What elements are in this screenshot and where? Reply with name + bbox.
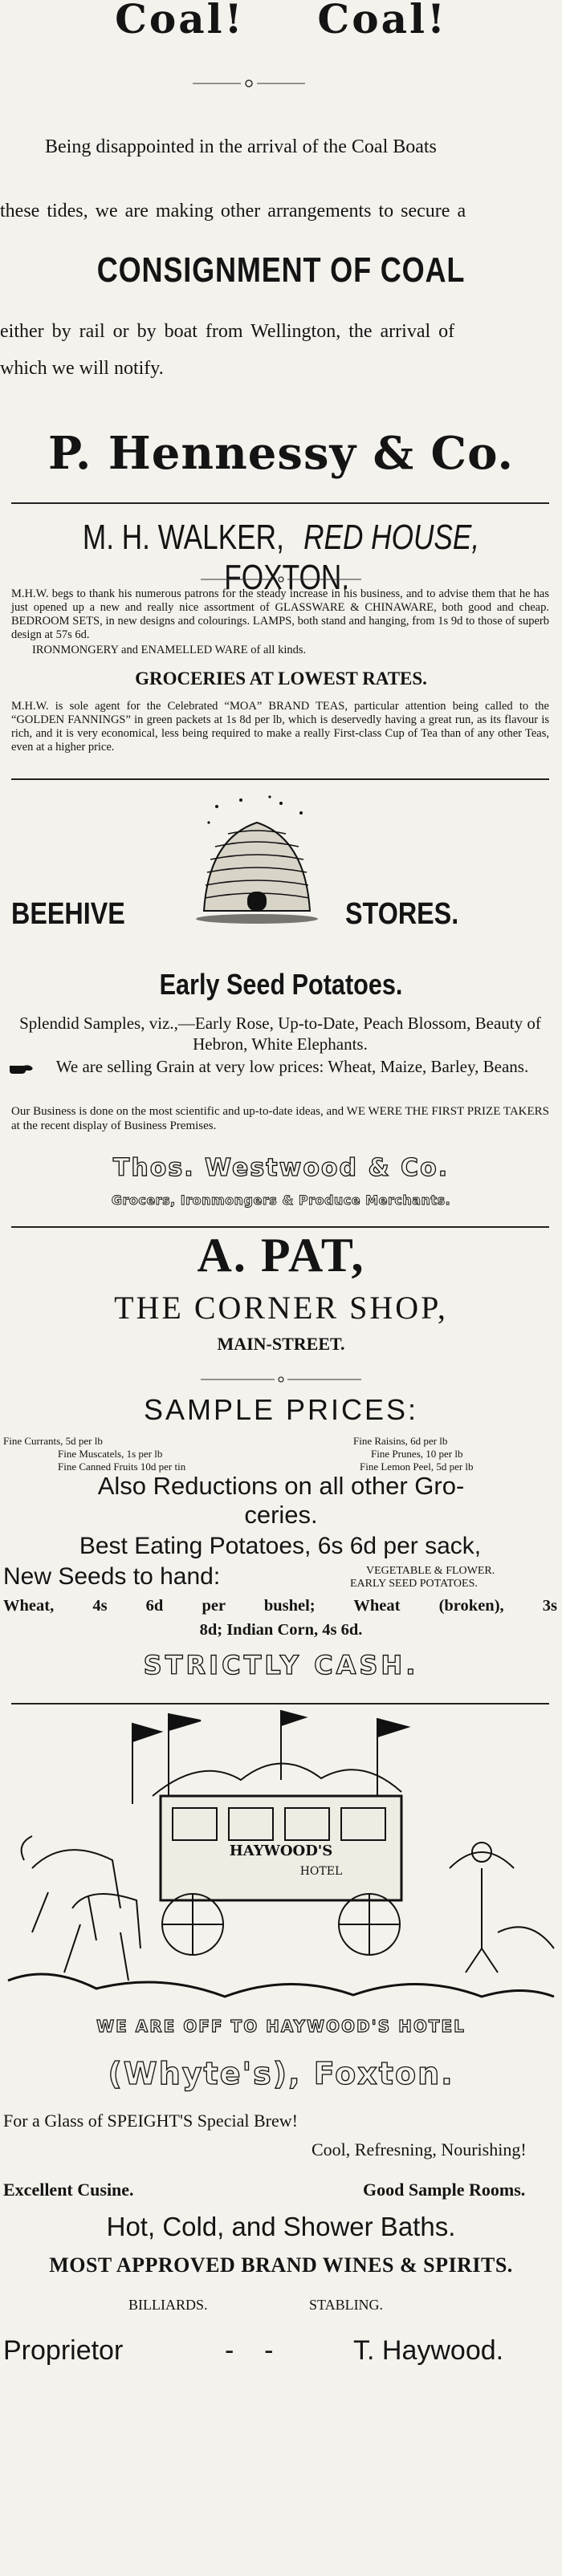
price-item: Fine Raisins, 6d per lb: [353, 1435, 448, 1447]
westwood-firm: Thos. Westwood & Co.: [112, 1154, 450, 1182]
prices-right-column: [353, 1435, 560, 1473]
billiards: BILLIARDS.: [128, 2297, 208, 2313]
excellent-cuisine: Excellent Cusine.: [3, 2180, 134, 2200]
stabling: STABLING.: [309, 2297, 384, 2313]
reductions-line-1: Also Reductions on all other Gro-: [97, 1472, 465, 1500]
coal-line-2: these tides, we are making other arrangements to secure a: [0, 201, 466, 221]
divider: [11, 778, 549, 780]
beehive-business: Our Business is done on the most scientific and up-to-date ideas, and WE WERE THE FIRST PRIZE TAKERS at the recent display of Business Premises.: [11, 1105, 549, 1132]
hennessy-signature: P. Hennessy & Co.: [47, 427, 514, 480]
baths: Hot, Cold, and Shower Baths.: [106, 2212, 456, 2241]
ornament-divider-icon: [193, 79, 305, 88]
coal-headline: [0, 0, 562, 43]
coal-line-1: Being disappointed in the arrival of the Coal Boats: [45, 136, 437, 157]
price-item: Fine Prunes, 10 per lb: [371, 1448, 463, 1460]
walker-header: [56, 518, 506, 598]
ornament-divider-icon: [201, 1375, 361, 1383]
beehive-left-word: BEEHIVE: [11, 897, 125, 931]
pat-name: A. PAT,: [197, 1229, 365, 1282]
beehive-samples: Splendid Samples, viz.,—Early Rose, Up-to-Date, Peach Blossom, Beauty of Hebron, White Elephants.: [19, 1014, 541, 1054]
pat-shop: THE CORNER SHOP,: [114, 1290, 448, 1326]
cool-refreshing: Cool, Refresning, Nourishing!: [312, 2139, 527, 2160]
westwood-trades: Grocers, Ironmongers & Produce Merchants.: [111, 1193, 451, 1208]
price-item: Fine Canned Fruits 10d per tin: [58, 1461, 186, 1473]
beehive-right-word: STORES.: [345, 897, 459, 931]
beehive-grain: We are selling Grain at very low prices: Wheat, Maize, Barley, Beans.: [55, 1057, 529, 1076]
coach-caption: WE ARE OFF TO HAYWOOD'S HOTEL: [96, 2017, 466, 2036]
sample-prices-heading: SAMPLE PRICES:: [143, 1393, 419, 1426]
groceries-heading: GROCERIES AT LOWEST RATES.: [135, 668, 427, 689]
best-potatoes: Best Eating Potatoes, 6s 6d per sack,: [79, 1533, 482, 1559]
price-item: Fine Muscatels, 1s per lb: [58, 1448, 163, 1460]
consignment-heading: CONSIGNMENT OF COAL: [96, 250, 466, 290]
seeds-early: EARLY SEED POTATOES.: [350, 1578, 478, 1590]
divider: [11, 1703, 549, 1704]
strictly-cash: STRICTLY CASH.: [143, 1650, 419, 1680]
divider: [11, 502, 549, 504]
pat-street: MAIN-STREET.: [217, 1334, 345, 1354]
walker-name: M. H. WALKER,: [82, 518, 284, 557]
sample-rooms: Good Sample Rooms.: [363, 2180, 526, 2200]
prices-left-column: [3, 1435, 276, 1473]
price-item: Fine Currants, 5d per lb: [3, 1435, 103, 1447]
walker-paragraph-3: M.H.W. is sole agent for the Celebrated “MOA” BRAND TEAS, particular attention being called to the “GOLDEN FANNINGS” in green packets at 1s 8d per lb, which is deservedly having a great run, as its flavour is rich, and it is very economical, less being required to make a really First-class Cup of Tea than of any other Teas, even at a higher price.: [11, 700, 549, 754]
proprietor-name: T. Haywood.: [353, 2335, 504, 2366]
seeds-detail: [350, 1565, 495, 1591]
coal-line-4: which we will notify.: [0, 358, 164, 379]
coach-sign: HAYWOOD'S: [229, 1843, 333, 1859]
seed-potatoes-heading: Early Seed Potatoes.: [159, 968, 403, 1001]
coach-sign-2: HOTEL: [299, 1865, 343, 1878]
price-item: Fine Lemon Peel, 5d per lb: [360, 1461, 474, 1473]
walker-paragraph-1: M.H.W. begs to thank his numerous patrons for the steady increase in his business, and to advise them that he has just opened up a new and really nice assortment of GLASSWARE & CHINAWARE, both good and cheap. BEDROOM SETS, in new designs and colourings. LAMPS, both stand and hanging, from 1s 9d to those of superb design at 57s 6d.: [11, 587, 549, 641]
wines-spirits: MOST APPROVED BRAND WINES & SPIRITS.: [49, 2253, 513, 2277]
hotel-name: (Whyte's), Foxton.: [108, 2056, 454, 2091]
reductions-line-2: ceries.: [244, 1501, 318, 1529]
wheat-line-2: 8d; Indian Corn, 4s 6d.: [199, 1621, 363, 1639]
wheat-line-1: Wheat, 4s 6d per bushel; Wheat (broken), 3s: [3, 1597, 557, 1615]
walker-house: RED HOUSE,: [303, 518, 480, 557]
coal-line-3: either by rail or by boat from Wellington, the arrival of: [0, 321, 455, 342]
proprietor-label: Proprietor: [3, 2335, 124, 2366]
coach-illustration-icon: [0, 1708, 562, 2038]
seeds-vegetable: VEGETABLE & FLOWER.: [366, 1565, 495, 1577]
coal-title-right: Coal!: [317, 0, 447, 43]
beehive-icon: [193, 790, 321, 925]
pointing-hand-icon: [8, 1061, 35, 1075]
coal-title-left: Coal!: [115, 0, 245, 43]
walker-town: FOXTON.: [224, 558, 350, 597]
new-seeds: New Seeds to hand:: [3, 1563, 221, 1590]
speights-brew: For a Glass of SPEIGHT'S Special Brew!: [3, 2111, 298, 2131]
ornament-divider-icon: [201, 575, 361, 583]
proprietor-dashes: - -: [225, 2335, 274, 2366]
walker-paragraph-2: IRONMONGERY and ENAMELLED WARE of all kinds.: [32, 644, 307, 656]
